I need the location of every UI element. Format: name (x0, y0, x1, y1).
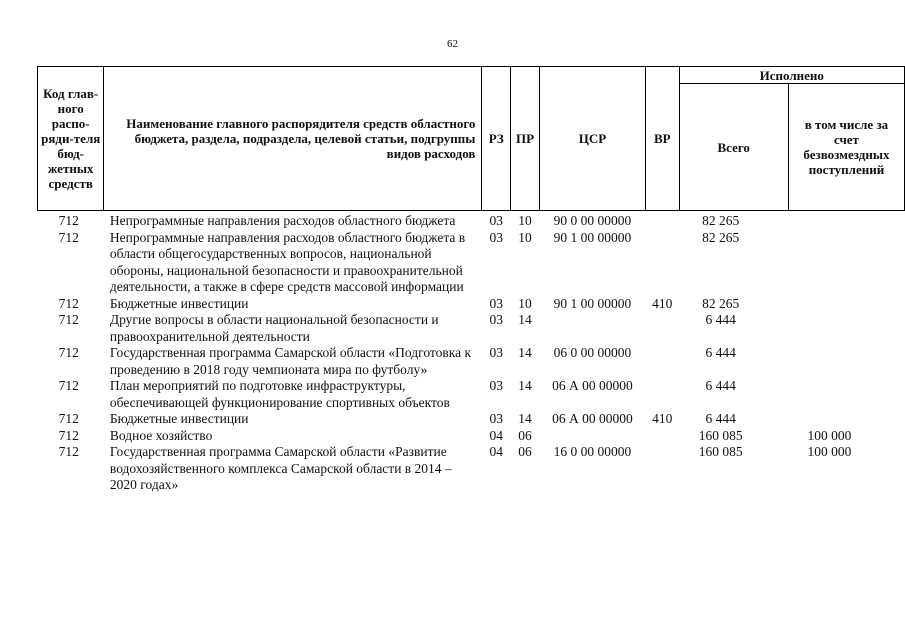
table-header (38, 67, 905, 211)
cell-pr: 14 (518, 411, 532, 426)
cell-csr: 06 А 00 00000 (552, 378, 633, 393)
header-code-label: Код глав-ного распо-ряди-теля бюд-жетных средств (41, 86, 101, 191)
table-row (38, 211, 905, 230)
cell-rz: 03 (489, 229, 504, 245)
cell-pr: 10 (518, 295, 532, 311)
cell-total: 6 444 (705, 378, 736, 393)
cell-vr: 410 (652, 295, 673, 311)
cell-csr: 90 1 00 00000 (553, 295, 632, 311)
header-free: в том числе за счет безвозмездных поступлений (788, 84, 904, 211)
table-row (38, 230, 905, 296)
cell-code: 712 (58, 312, 79, 327)
cell-total: 6 444 (705, 411, 736, 426)
header-name (104, 67, 482, 211)
cell-total: 82 265 (702, 213, 740, 228)
cell-total: 6 444 (705, 312, 736, 327)
cell-total: 82 265 (702, 295, 740, 311)
cell-pr: 10 (518, 213, 532, 228)
cell-csr: 06 0 00 00000 (553, 345, 632, 360)
cell-rz: 03 (489, 411, 504, 426)
header-executed: Исполнено (679, 67, 904, 84)
cell-vr (645, 428, 679, 445)
cell-total: 6 444 (705, 345, 736, 360)
cell-pr: 14 (518, 378, 532, 393)
budget-table (37, 66, 905, 494)
cell-free (788, 345, 904, 378)
cell-vr (645, 230, 679, 296)
cell-name: Непрограммные направления расходов областного бюджета (109, 213, 456, 228)
cell-code: 712 (58, 378, 79, 393)
cell-pr: 06 (518, 444, 532, 459)
cell-code: 712 (58, 345, 79, 360)
cell-name: Государственная программа Самарской области «Развитие водохозяйственного комплекса Самарской области в 2014 – 2020 годах» (109, 444, 452, 492)
cell-pr: 14 (518, 312, 532, 327)
cell-vr: 410 (652, 411, 673, 426)
table-row (38, 312, 905, 345)
cell-name: Непрограммные направления расходов областного бюджета в области общегосударственных вопросов, национальной обороны, национальной безопасности и правоохранительной деятельности, а также в сфере средств массовой информации (109, 229, 466, 294)
table-row (38, 378, 905, 411)
cell-rz: 04 (489, 444, 504, 459)
cell-name: Водное хозяйство (109, 427, 213, 443)
table-row (38, 411, 905, 428)
table-row (38, 345, 905, 378)
cell-vr (645, 345, 679, 378)
cell-name: Государственная программа Самарской области «Подготовка к проведению в 2018 году чемпионата мира по футболу» (109, 345, 472, 377)
cell-csr: 16 0 00 00000 (553, 444, 632, 459)
cell-free (788, 312, 904, 345)
cell-code: 712 (58, 229, 79, 245)
header-rz: РЗ (482, 67, 511, 211)
cell-free (788, 378, 904, 411)
cell-code: 712 (58, 411, 79, 426)
header-csr: ЦСР (539, 67, 645, 211)
cell-name: План мероприятий по подготовке инфраструктуры, обеспечивающей функционирование спортивных объектов (109, 378, 450, 410)
header-vr: ВР (645, 67, 679, 211)
cell-code: 712 (58, 213, 79, 228)
cell-code: 712 (58, 295, 79, 311)
cell-rz: 03 (489, 312, 504, 327)
cell-free: 100 000 (807, 427, 852, 443)
cell-csr: 90 0 00 00000 (553, 213, 632, 228)
cell-total: 160 085 (698, 427, 743, 443)
cell-rz: 03 (489, 295, 504, 311)
cell-csr (539, 312, 645, 345)
cell-rz: 03 (489, 378, 504, 393)
table-row (38, 296, 905, 313)
cell-name: Другие вопросы в области национальной безопасности и правоохранительной деятельности (109, 312, 439, 344)
cell-total: 82 265 (702, 229, 740, 245)
cell-rz: 03 (489, 345, 504, 360)
cell-free (788, 211, 904, 230)
cell-pr: 10 (518, 229, 532, 245)
cell-total: 160 085 (698, 444, 743, 459)
cell-rz: 04 (489, 427, 504, 443)
cell-code: 712 (58, 427, 79, 443)
cell-vr (645, 312, 679, 345)
table-row (38, 428, 905, 445)
cell-code: 712 (58, 444, 79, 459)
cell-free (788, 411, 904, 428)
header-total: Всего (679, 84, 788, 211)
cell-vr (645, 378, 679, 411)
header-pr: ПР (511, 67, 540, 211)
table-row (38, 444, 905, 494)
cell-pr: 14 (518, 345, 532, 360)
cell-csr: 06 А 00 00000 (552, 411, 633, 426)
cell-csr: 90 1 00 00000 (553, 229, 632, 245)
cell-name: Бюджетные инвестиции (109, 295, 249, 311)
cell-vr (645, 444, 679, 494)
header-code (38, 67, 104, 211)
cell-vr (645, 211, 679, 230)
cell-free (788, 230, 904, 296)
cell-name: Бюджетные инвестиции (109, 411, 249, 426)
cell-csr (539, 428, 645, 445)
table-body (38, 211, 905, 494)
cell-pr: 06 (518, 427, 532, 443)
cell-rz: 03 (489, 213, 504, 228)
page-number: 62 (447, 38, 458, 50)
header-name-label: Наименование главного распорядителя средств областного бюджета, раздела, подраздела, целевой статьи, подгруппы видов расходов (126, 116, 476, 161)
cell-free (788, 296, 904, 313)
cell-free: 100 000 (807, 444, 852, 459)
